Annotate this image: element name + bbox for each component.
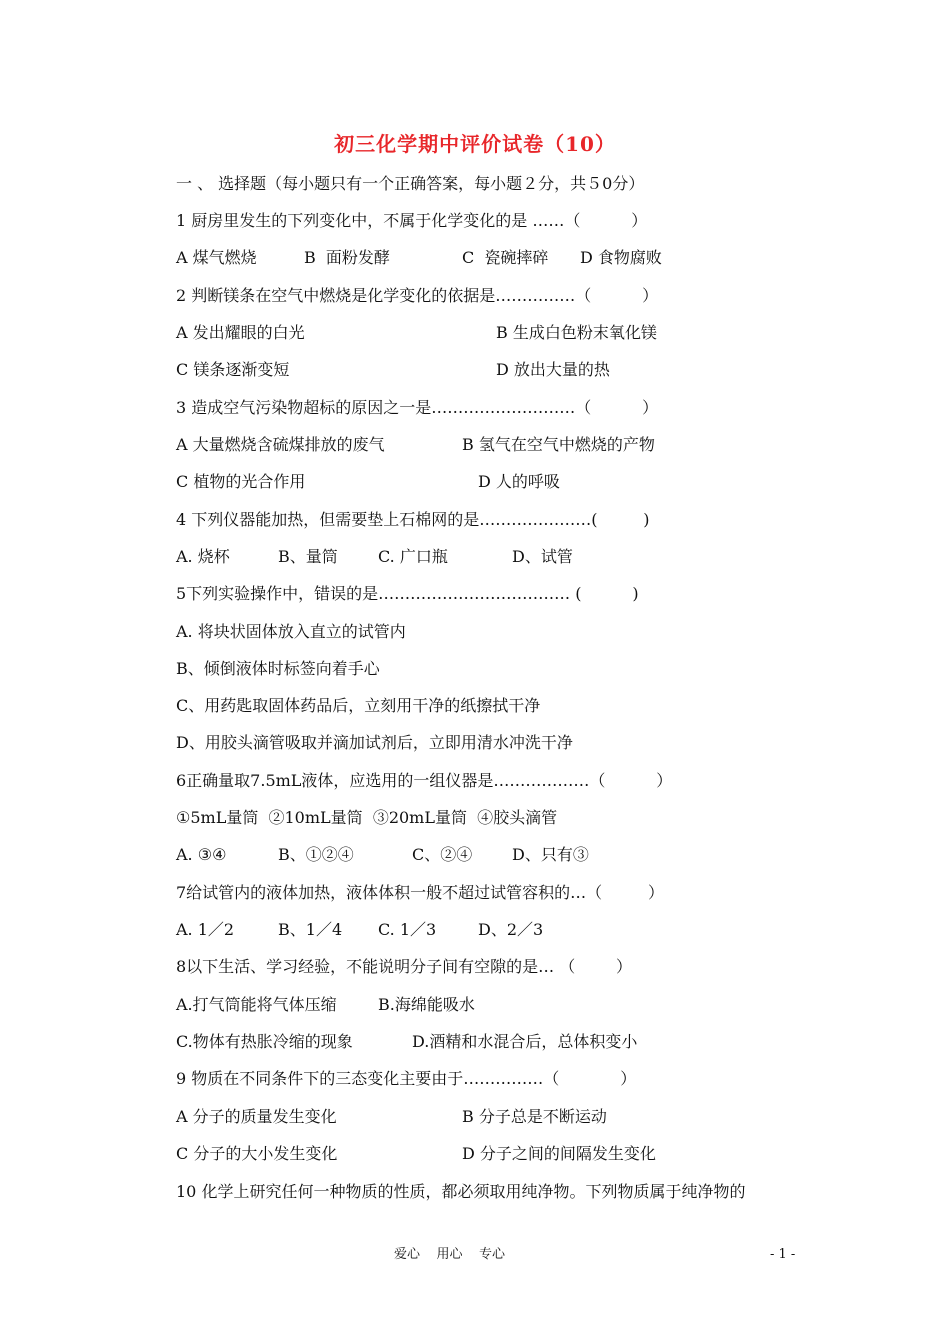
q6-instrument-list: ①5mL量筒 ②10mL量筒 ③20mL量筒 ④胶头滴管 xyxy=(176,808,558,827)
section-heading: 一 、 选择题（每小题只有一个正确答案，每小题２分，共５0分） xyxy=(176,174,645,193)
q8-option-b: B.海绵能吸水 xyxy=(378,995,475,1014)
q5-option-d: D、用胶头滴管吸取并滴加试剂后，立即用清水冲洗干净 xyxy=(176,733,573,752)
q7-option-b: B、1／4 xyxy=(278,920,343,939)
q1-option-b: B 面粉发酵 xyxy=(304,248,390,267)
q8-option-a: A.打气筒能将气体压缩 xyxy=(176,995,337,1014)
q7-option-c: C. 1／3 xyxy=(378,920,437,939)
q2-option-c: C 镁条逐渐变短 xyxy=(176,360,290,379)
q9-option-a: A 分子的质量发生变化 xyxy=(176,1107,337,1126)
q3-option-d: D 人的呼吸 xyxy=(478,472,560,491)
q4-option-a: A. 烧杯 xyxy=(176,547,230,566)
q3-option-a: A 大量燃烧含硫煤排放的废气 xyxy=(176,435,385,454)
question-1-stem: 1 厨房里发生的下列变化中，不属于化学变化的是 ……（ ） xyxy=(176,211,648,230)
question-9-stem: 9 物质在不同条件下的三态变化主要由于……………（ ） xyxy=(176,1069,637,1088)
exam-title: 初三化学期中评价试卷（10） xyxy=(334,132,616,156)
question-3-stem: 3 造成空气污染物超标的原因之一是………………………（ ） xyxy=(176,398,659,417)
q3-option-b: B 氢气在空气中燃烧的产物 xyxy=(462,435,655,454)
page-number: - 1 - xyxy=(770,1247,796,1262)
q9-option-c: C 分子的大小发生变化 xyxy=(176,1144,338,1163)
q1-option-a: A 煤气燃烧 xyxy=(176,248,257,267)
question-4-stem: 4 下列仪器能加热，但需要垫上石棉网的是…………………( ) xyxy=(176,510,650,529)
q9-option-d: D 分子之间的间隔发生变化 xyxy=(462,1144,656,1163)
q6-option-a: A. ③④ xyxy=(176,845,227,864)
q4-option-c: C. 广口瓶 xyxy=(378,547,448,566)
question-7-stem: 7给试管内的液体加热，液体体积一般不超过试管容积的…（ ） xyxy=(176,883,664,902)
q2-option-d: D 放出大量的热 xyxy=(496,360,610,379)
q8-option-c: C.物体有热胀冷缩的现象 xyxy=(176,1032,353,1051)
q1-option-d: D 食物腐败 xyxy=(580,248,662,267)
q7-option-d: D、2／3 xyxy=(478,920,544,939)
q5-option-b: B、倾倒液体时标签向着手心 xyxy=(176,659,380,678)
q6-option-b: B、①②④ xyxy=(278,845,354,864)
q5-option-c: C、用药匙取固体药品后，立刻用干净的纸擦拭干净 xyxy=(176,696,541,715)
q6-option-d: D、只有③ xyxy=(512,845,589,864)
question-2-stem: 2 判断镁条在空气中燃烧是化学变化的依据是……………（ ） xyxy=(176,286,659,305)
q5-option-a: A. 将块状固体放入直立的试管内 xyxy=(176,622,406,641)
q9-option-b: B 分子总是不断运动 xyxy=(462,1107,607,1126)
q1-option-c: C 瓷碗摔碎 xyxy=(462,248,549,267)
question-5-stem: 5下列实验操作中，错误的是……………………………… ( ) xyxy=(176,584,639,603)
footer-motto: 爱心 用心 专心 xyxy=(394,1247,506,1262)
q6-option-c: C、②④ xyxy=(412,845,473,864)
q2-option-a: A 发出耀眼的白光 xyxy=(176,323,305,342)
question-10-stem: 10 化学上研究任何一种物质的性质，都必须取用纯净物。下列物质属于纯净物的 xyxy=(176,1182,746,1201)
q4-option-d: D、试管 xyxy=(512,547,573,566)
q4-option-b: B、量筒 xyxy=(278,547,338,566)
q7-option-a: A. 1／2 xyxy=(176,920,235,939)
q3-option-c: C 植物的光合作用 xyxy=(176,472,306,491)
q8-option-d: D.酒精和水混合后，总体积变小 xyxy=(412,1032,638,1051)
question-6-stem: 6正确量取7.5mL液体，应选用的一组仪器是………………（ ） xyxy=(176,771,673,790)
question-8-stem: 8以下生活、学习经验，不能说明分子间有空隙的是… （ ） xyxy=(176,957,632,976)
q2-option-b: B 生成白色粉末氧化镁 xyxy=(496,323,657,342)
